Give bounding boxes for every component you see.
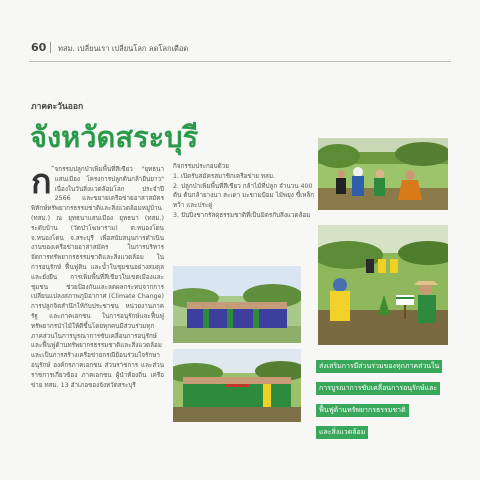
caption-line-2: การบูรณาการขับเคลื่อนการอนุรักษ์และ bbox=[316, 382, 440, 395]
photo-group-green bbox=[173, 349, 301, 422]
photo-group-purple bbox=[173, 266, 301, 343]
body-column-2 bbox=[173, 162, 316, 221]
body-column-1 bbox=[31, 162, 164, 390]
photo-volunteers-planting bbox=[318, 225, 448, 345]
caption-line-4: และสิ่งแวดล้อม bbox=[316, 426, 368, 439]
running-header: ทสม. เปลี่ยนเรา เปลี่ยนโลก ลดโลกเดือด bbox=[58, 44, 189, 53]
photo-caption bbox=[316, 353, 450, 441]
drop-cap: ก bbox=[31, 162, 52, 202]
activity-heading: กิจกรรมประกอบด้วย bbox=[173, 163, 229, 170]
header-rule bbox=[29, 61, 451, 62]
page-number: 60 bbox=[31, 41, 47, 54]
activity-item-2: 2. ปลูกป่าเพิ่มพื้นที่สีเขียว กล้าไม้ที่ปลูก จำนวน 400 ต้น ต้นกล้ายางนา สะเดา มะขามป้อม ไม้พยุง ขี้เหล็ก หว้า และประดู่ bbox=[173, 182, 315, 210]
article-title: จังหวัดสระบุรี bbox=[30, 120, 199, 154]
activity-item-1: 1. เปิดรับสมัครสมาชิกเครือข่าย ทสม. bbox=[173, 172, 276, 180]
photo-monk-planting bbox=[318, 138, 448, 210]
activity-item-3: 3. ปันปิ่งชากรัสดุธรรมชาติที่เป็นมิตรกับสิ่งแวดล้อม bbox=[173, 211, 311, 219]
body-text-1: ิจกรรมปลูกป่าเพิ่มพื้นที่สีเขียว "ยุทธนาแสนเมือง โครงการปลูกต้นกล้ายืนยาว" เนื่องในวันสิ่งแวดล้อมโลก ประจำปี 2566 และขยายเครือข่ายอาสาสมัครพิทักษ์ทรัพยากรธรรมชาติและสิ่งแวดล้อมหมู่บ้าน (ทสม.) ณ ยุทธนาแสนเมือง ยุทธนา (ทสม.) ระดับบ้าน (วัดป่าโฆษาราม) ต.หนองโดน จ.หนองโดน จ.สระบุรี เพื่อสนับสนุนการดำเนินงานของเครือข่ายอาสาสมัคร ในการบริหารจัดการทรัพยากรธรรมชาติและสิ่งแวดล้อม ในการอนุรักษ์ ฟื้นฟูดิน และน้ำในชุมชนอย่างสมดุลและยั่งยืน การเพิ่มพื้นที่สีเขียวในเขตเมืองและชุมชน ช่วยป้องกันและลดผลกระทบจากการเปลี่ยนแปลงสภาพภูมิอากาศ (Climate Change) การปลูกจิตสำนึกให้กับประชาชน หน่วยงานภาครัฐ และภาคเอกชน ในการอนุรักษ์และฟื้นฟูทรัพยากรป่าไม้ให้ดีขึ้นโดยทุกคนมีส่วนร่วมทุกภาคส่วนในการบูรณาการขับเคลื่อนการอนุรักษ์และฟื้นฟูด้านทรัพยากรธรรมชาติและสิ่งแวดล้อม และเป็นการสร้างเครือข่ายกรณีย้อนร่วมใจรักษาอนุรักษ์ องค์กรภาคเอกชน ส่วนราชการ และส่วนราชการเกี่ยวข้อง ภาคเอกชน ผู้นำท้องถิ่น เครือข่าย ทสม. 13 อำเภอของจังหวัดสระบุรี bbox=[31, 166, 164, 389]
header-divider bbox=[50, 42, 51, 53]
caption-line-3: ฟื้นฟูด้านทรัพยากรธรรมชาติ bbox=[316, 404, 409, 417]
caption-line-1: ส่งเสริมการมีส่วนร่วมของทุกภาคส่วนใน bbox=[316, 360, 442, 373]
region-label: ภาคตะวันออก bbox=[31, 102, 84, 112]
